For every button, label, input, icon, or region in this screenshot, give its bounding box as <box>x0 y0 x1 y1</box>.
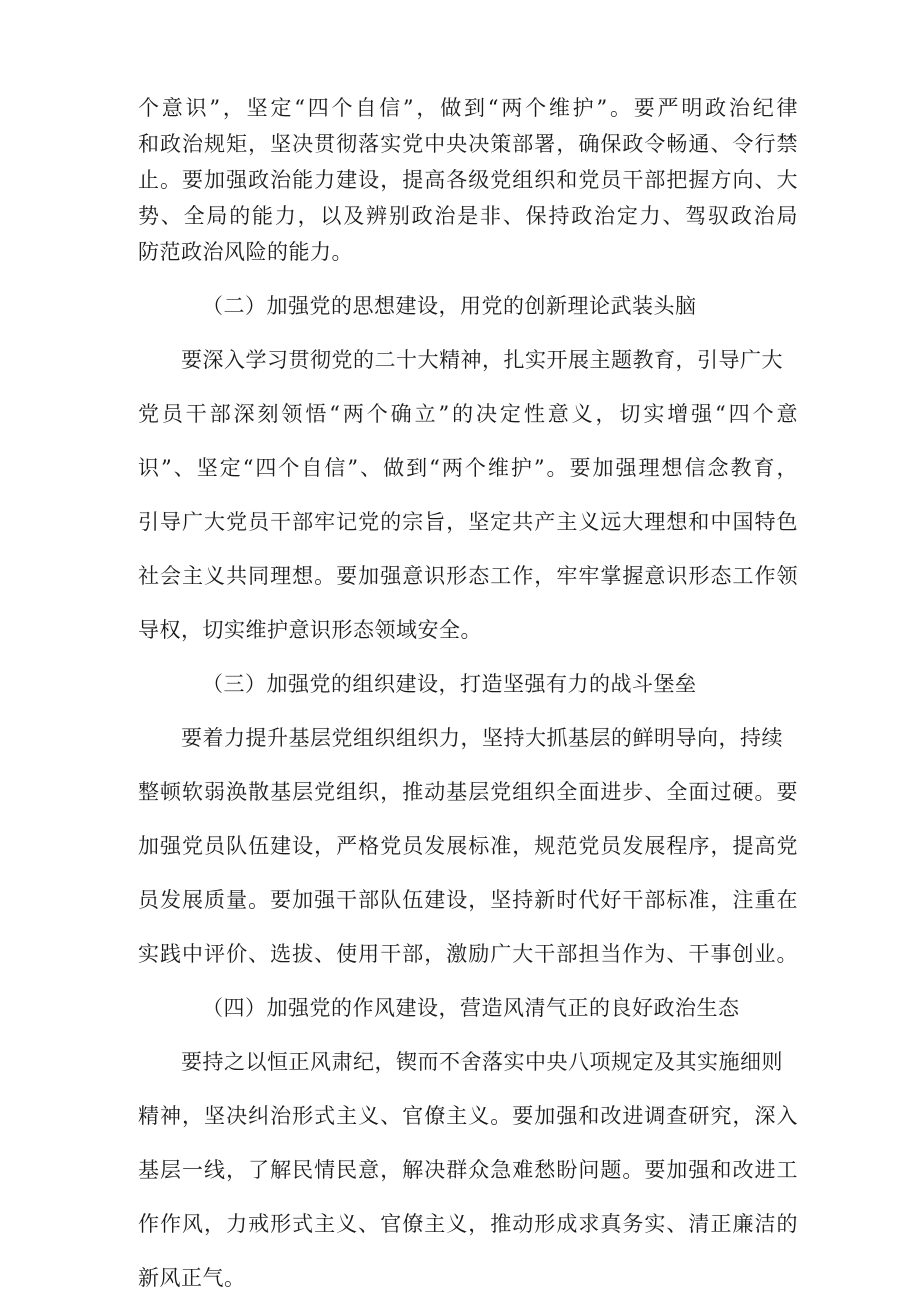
paragraph-first-line: 要持之以恒正风肃纪，锲而不舍落实中央八项规定及其实施细则 <box>181 1050 783 1074</box>
section-heading-3: （三）加强党的组织建设，打造坚强有力的战斗堡垒 <box>202 672 697 696</box>
text-line: 员发展质量。要加强干部队伍建设，坚持新时代好干部标准，注重在 <box>138 888 798 912</box>
text-line: 导权，切实维护意识形态领域安全。 <box>138 618 482 642</box>
text-line: 党员干部深刻领悟“两个确立”的决定性意义，切实增强“四个意 <box>138 402 798 426</box>
text-line: 作作风，力戒形式主义、官僚主义，推动形成求真务实、清正廉洁的 <box>138 1212 798 1236</box>
text-line: 识”、坚定“四个自信”、做到“两个维护”。要加强理想信念教育， <box>138 456 798 480</box>
section-heading-4: （四）加强党的作风建设，营造风清气正的良好政治生态 <box>202 996 740 1020</box>
text-line: 新风正气。 <box>138 1266 246 1290</box>
text-line: 个意识”，坚定“四个自信”，做到“两个维护”。要严明政治纪律 <box>138 96 798 120</box>
paragraph-first-line: 要着力提升基层党组织组织力，坚持大抓基层的鲜明导向，持续 <box>181 726 783 750</box>
text-line: 整顿软弱涣散基层党组织，推动基层党组织全面进步、全面过硬。要 <box>138 780 798 804</box>
text-line: 防范政治风险的能力。 <box>138 240 353 264</box>
section-heading-2: （二）加强党的思想建设，用党的创新理论武装头脑 <box>202 294 697 318</box>
text-line: 精神，坚决纠治形式主义、官僚主义。要加强和改进调查研究，深入 <box>138 1104 798 1128</box>
text-line: 加强党员队伍建设，严格党员发展标准，规范党员发展程序，提高党 <box>138 834 798 858</box>
text-line: 势、全局的能力，以及辨别政治是非、保持政治定力、驾驭政治局 <box>138 204 798 228</box>
paragraph-first-line: 要深入学习贯彻党的二十大精神，扎实开展主题教育，引导广大 <box>181 348 783 372</box>
text-line: 基层一线，了解民情民意，解决群众急难愁盼问题。要加强和改进工 <box>138 1158 798 1182</box>
text-line: 和政治规矩，坚决贯彻落实党中央决策部署，确保政令畅通、令行禁 <box>138 132 798 156</box>
text-line: 止。要加强政治能力建设，提高各级党组织和党员干部把握方向、大 <box>138 168 798 192</box>
text-line: 社会主义共同理想。要加强意识形态工作，牢牢掌握意识形态工作领 <box>138 564 798 588</box>
text-line: 实践中评价、选拔、使用干部，激励广大干部担当作为、干事创业。 <box>138 942 798 966</box>
text-line: 引导广大党员干部牢记党的宗旨，坚定共产主义远大理想和中国特色 <box>138 510 798 534</box>
